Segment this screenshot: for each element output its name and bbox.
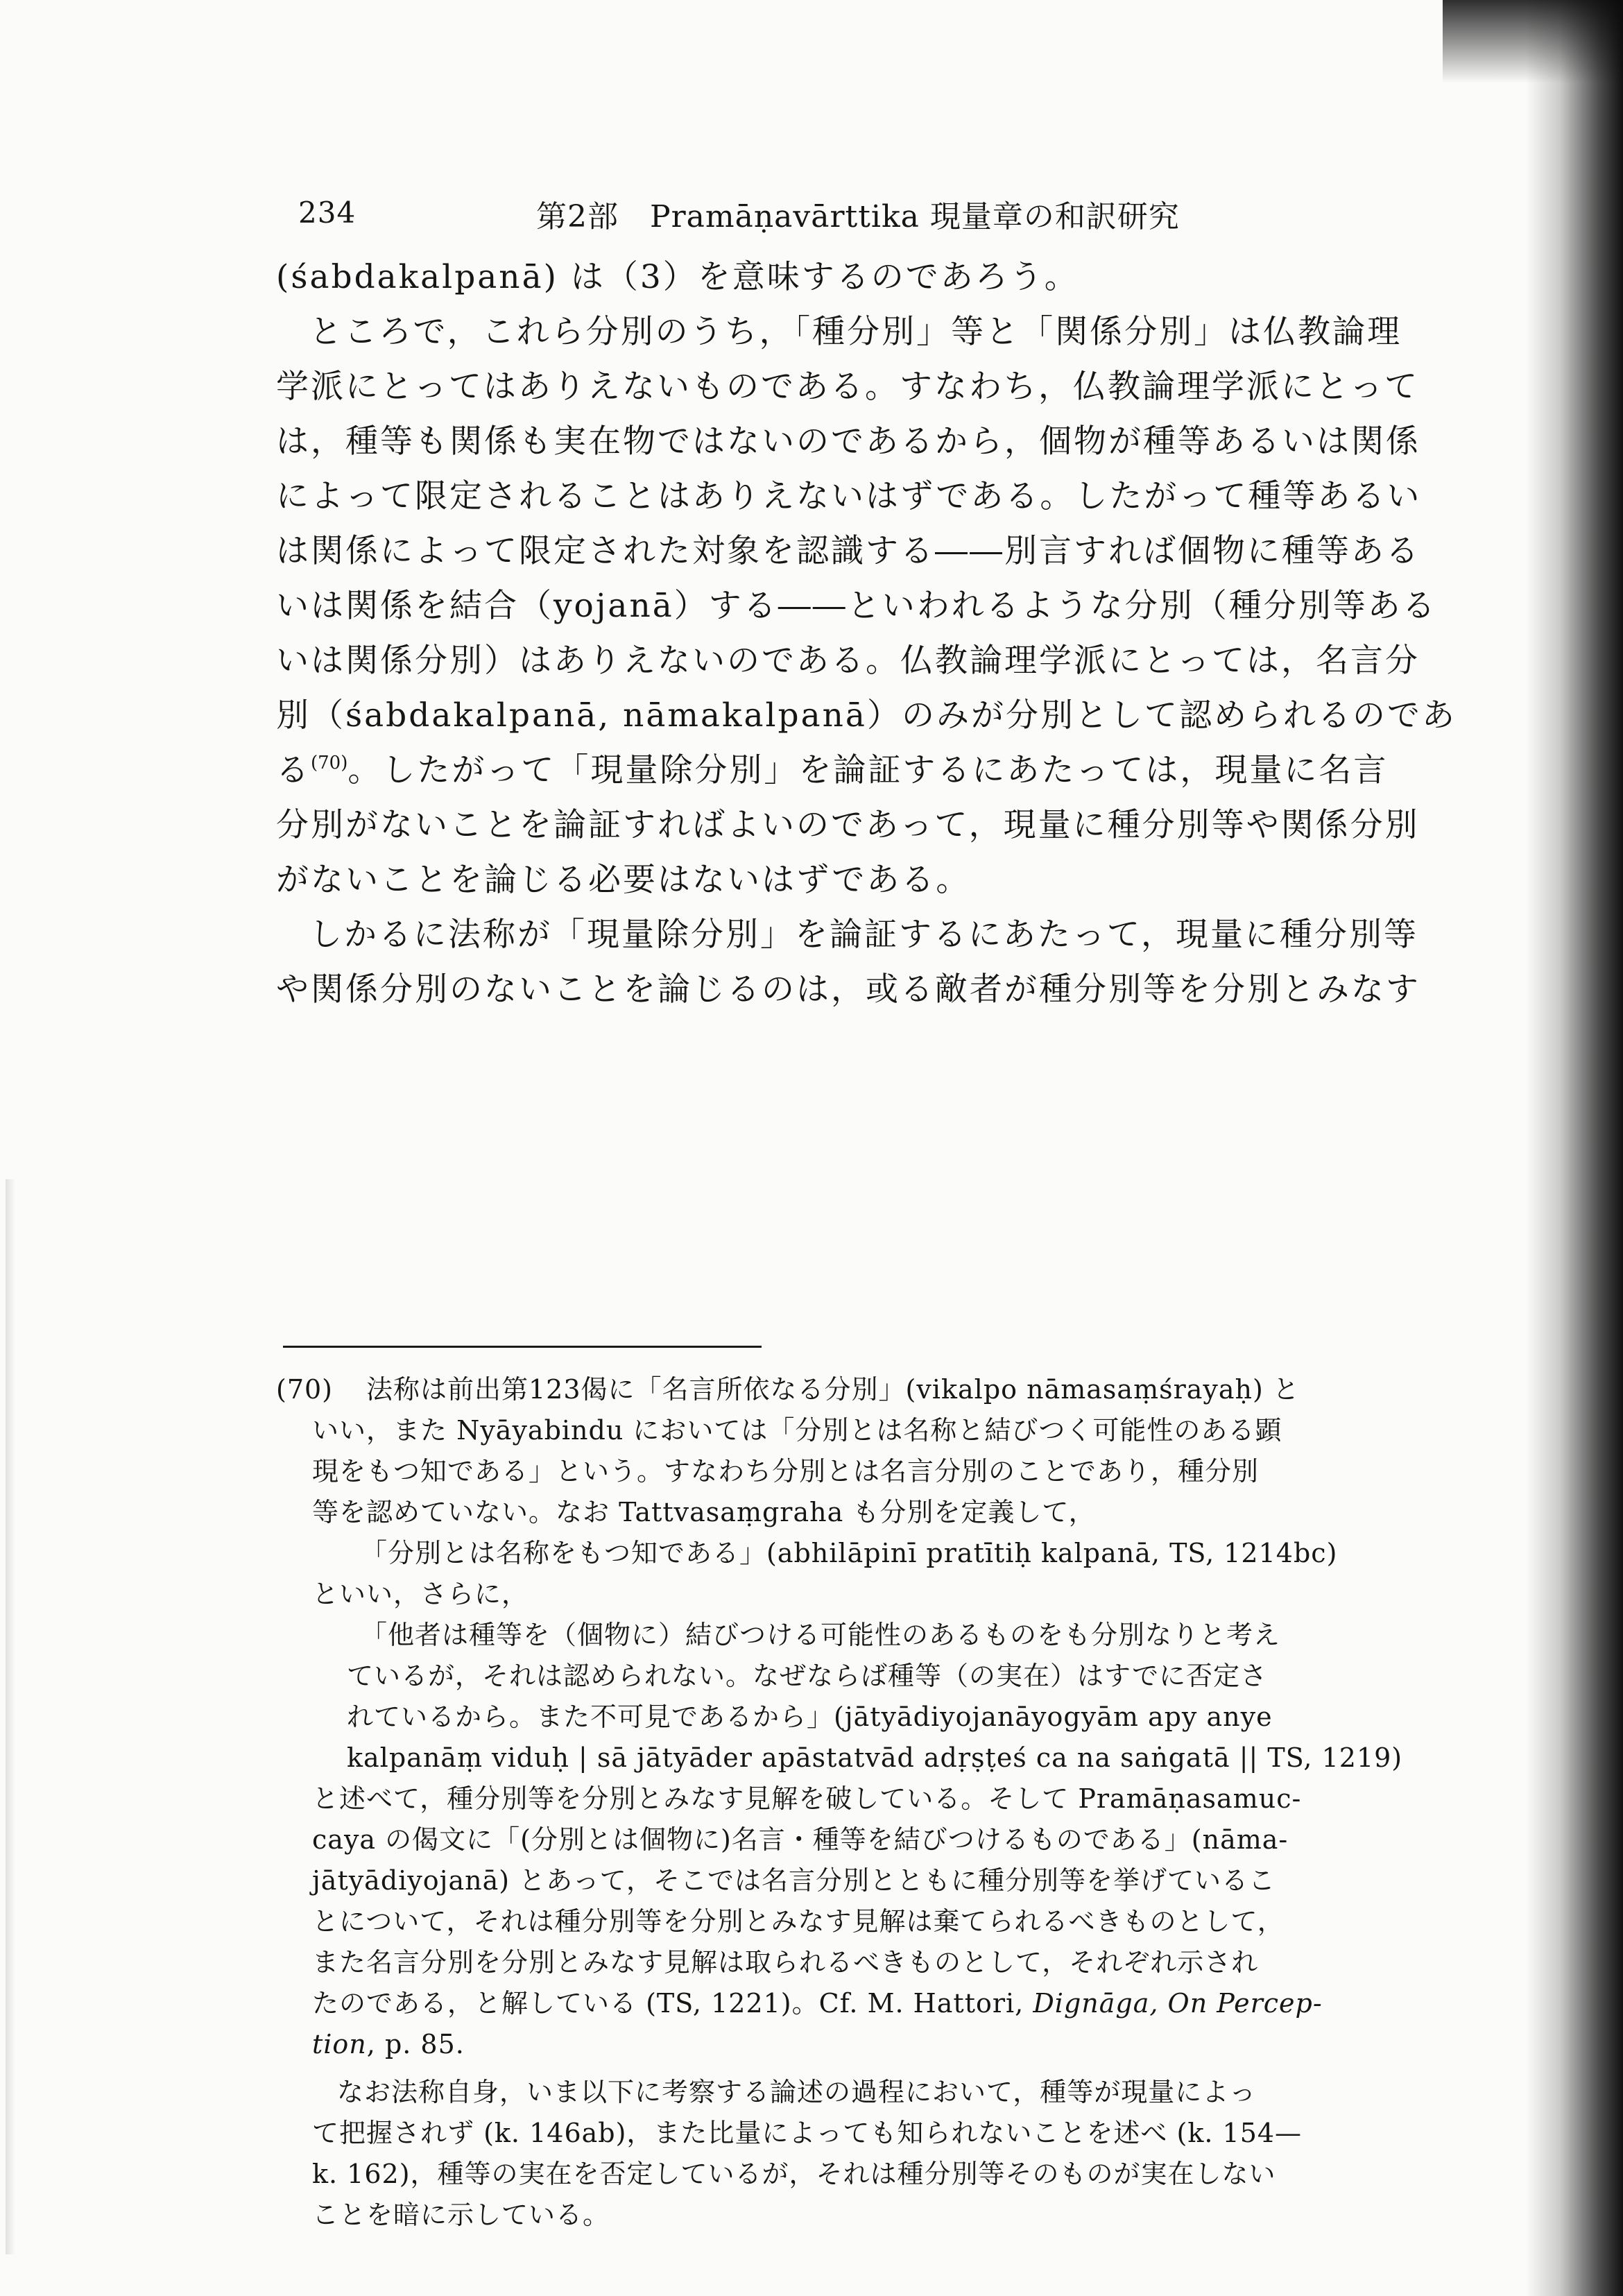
footnote-line [312, 2024, 1429, 2065]
page-number: 234 [298, 196, 357, 230]
footnote-line: ことを暗に示している。 [312, 2200, 610, 2230]
footnote-line: kalpanāṃ viduḥ | sā jātyāder apāstatvād adṛṣṭeś ca na saṅgatā || TS, 1219) [347, 1742, 1403, 1773]
footnote-line: jātyādiyojanā) とあって，そこでは名言分別とともに種分別等を挙げているこ [312, 1865, 1276, 1896]
text-line: ところで，これら分別のうち，「種分別」等と「関係分別」は仏教論理 [309, 313, 1402, 351]
text-line: や関係分別のないことを論じるのは，或る敵者が種分別等を分別とみなす [276, 970, 1420, 1009]
footnote-rule [283, 1346, 762, 1348]
footnote-line [312, 1983, 1429, 2024]
footnote-line: 「分別とは名称をもつ知である」(abhilāpinī pratītiḥ kalpanā, TS, 1214bc) [361, 1538, 1338, 1568]
text-line: しかるに法称が「現量除分別」を論証するにあたって，現量に種分別等 [309, 916, 1419, 954]
text-line: 別（śabdakalpanā, nāmakalpanā）のみが分別として認められるのであ [276, 696, 1457, 735]
footnote-line: て把握されず (k. 146ab)，また比量によっても知られないことを述べ (k. 154— [312, 2118, 1303, 2148]
citation-title: tion [312, 2029, 367, 2059]
page-header [276, 189, 1427, 244]
citation-title: Dignāga, On Percep- [1033, 1988, 1323, 2019]
footnote-line: といい，さらに， [312, 1579, 529, 1609]
footnote-line: また名言分別を分別とみなす見解は取られるべきものとして，それぞれ示され [312, 1947, 1259, 1978]
text-line: いは関係を結合（yojanā）する――といわれるような分別（種分別等ある [276, 587, 1437, 625]
footnote-line: と述べて，種分別等を分別とみなす見解を破している。そして Pramāṇasamuc- [312, 1783, 1302, 1814]
text-line: (śabdakalpanā) は（3）を意味するのであろう。 [276, 258, 1079, 296]
book-page [276, 189, 1457, 2230]
text-line [276, 743, 1427, 798]
footnote-line: k. 162)，種等の実在を否定しているが，それは種分別等そのものが実在しない [312, 2159, 1276, 2189]
text-segment: 法称は前出第123偈に「名言所依なる分別」(vikalpo nāmasaṃśrayaḥ) と [366, 1374, 1300, 1405]
footnote-line: caya の偈文に「(分別とは個物に)名言・種等を結びつけるものである」(nāma- [312, 1824, 1289, 1855]
footnote-70 [276, 1369, 1429, 2236]
scan-left-edge [6, 1179, 15, 2254]
text-segment: る [276, 751, 311, 789]
footnote-line: なお法称自身，いま以下に考察する論述の過程において，種等が現量によっ [337, 2077, 1257, 2107]
text-line: 学派にとってはありえないものである。すなわち，仏教論理学派にとって [276, 368, 1420, 406]
text-line: は関係によって限定された対象を認識する――別言すれば個物に種等ある [276, 532, 1420, 570]
text-line: は，種等も関係も実在物ではないのであるから，個物が種等あるいは関係 [276, 422, 1420, 461]
footnote-line: ているが，それは認められない。なぜならば種等（の実在）はすでに否定さ [347, 1661, 1268, 1691]
footnote-line: 現をもつ知である」という。すなわち分別とは名言分別のことであり，種分別 [312, 1456, 1260, 1487]
footnote-line: 「他者は種等を（個物に）結びつける可能性のあるものをも分別なりと考え [361, 1620, 1281, 1650]
footnote-line: 等を認めていない。なお Tattvasaṃgraha も分別を定義して， [312, 1497, 1096, 1527]
scan-edge-shadow-top [1443, 0, 1623, 83]
footnote-line: いい，また Nyāyabindu においては「分別とは名称と結びつく可能性のある顕 [312, 1415, 1282, 1446]
text-line: がないことを論じる必要はないはずである。 [276, 861, 971, 899]
main-text [276, 250, 1457, 1017]
text-segment: , p. 85. [366, 2029, 465, 2059]
text-segment: たのである，と解している (TS, 1221)。Cf. M. Hattori, [312, 1988, 1033, 2019]
scan-edge-shadow [1526, 0, 1623, 2296]
footnote-line: とについて，それは種分別等を分別とみなす見解は棄てられるべきものとして， [312, 1906, 1285, 1937]
running-head: 第2部 Pramāṇavārttika 現量章の和訳研究 [536, 199, 1180, 234]
text-segment: 。したがって「現量除分別」を論証するにあたっては，現量に名言 [347, 751, 1389, 789]
footnote-line [276, 1369, 1429, 1410]
footnote-line: れているから。また不可見であるから」(jātyādiyojanāyogyām apy anye [347, 1702, 1273, 1732]
text-line: いは関係分別）はありえないのである。仏教論理学派にとっては，名言分 [276, 642, 1420, 680]
footnote-reference: (70) [311, 753, 348, 773]
text-line: によって限定されることはありえないはずである。したがって種等あるい [276, 477, 1422, 515]
text-line: 分別がないことを論証すればよいのであって，現量に種分別等や関係分別 [276, 806, 1420, 844]
footnote-number: (70) [276, 1374, 334, 1405]
